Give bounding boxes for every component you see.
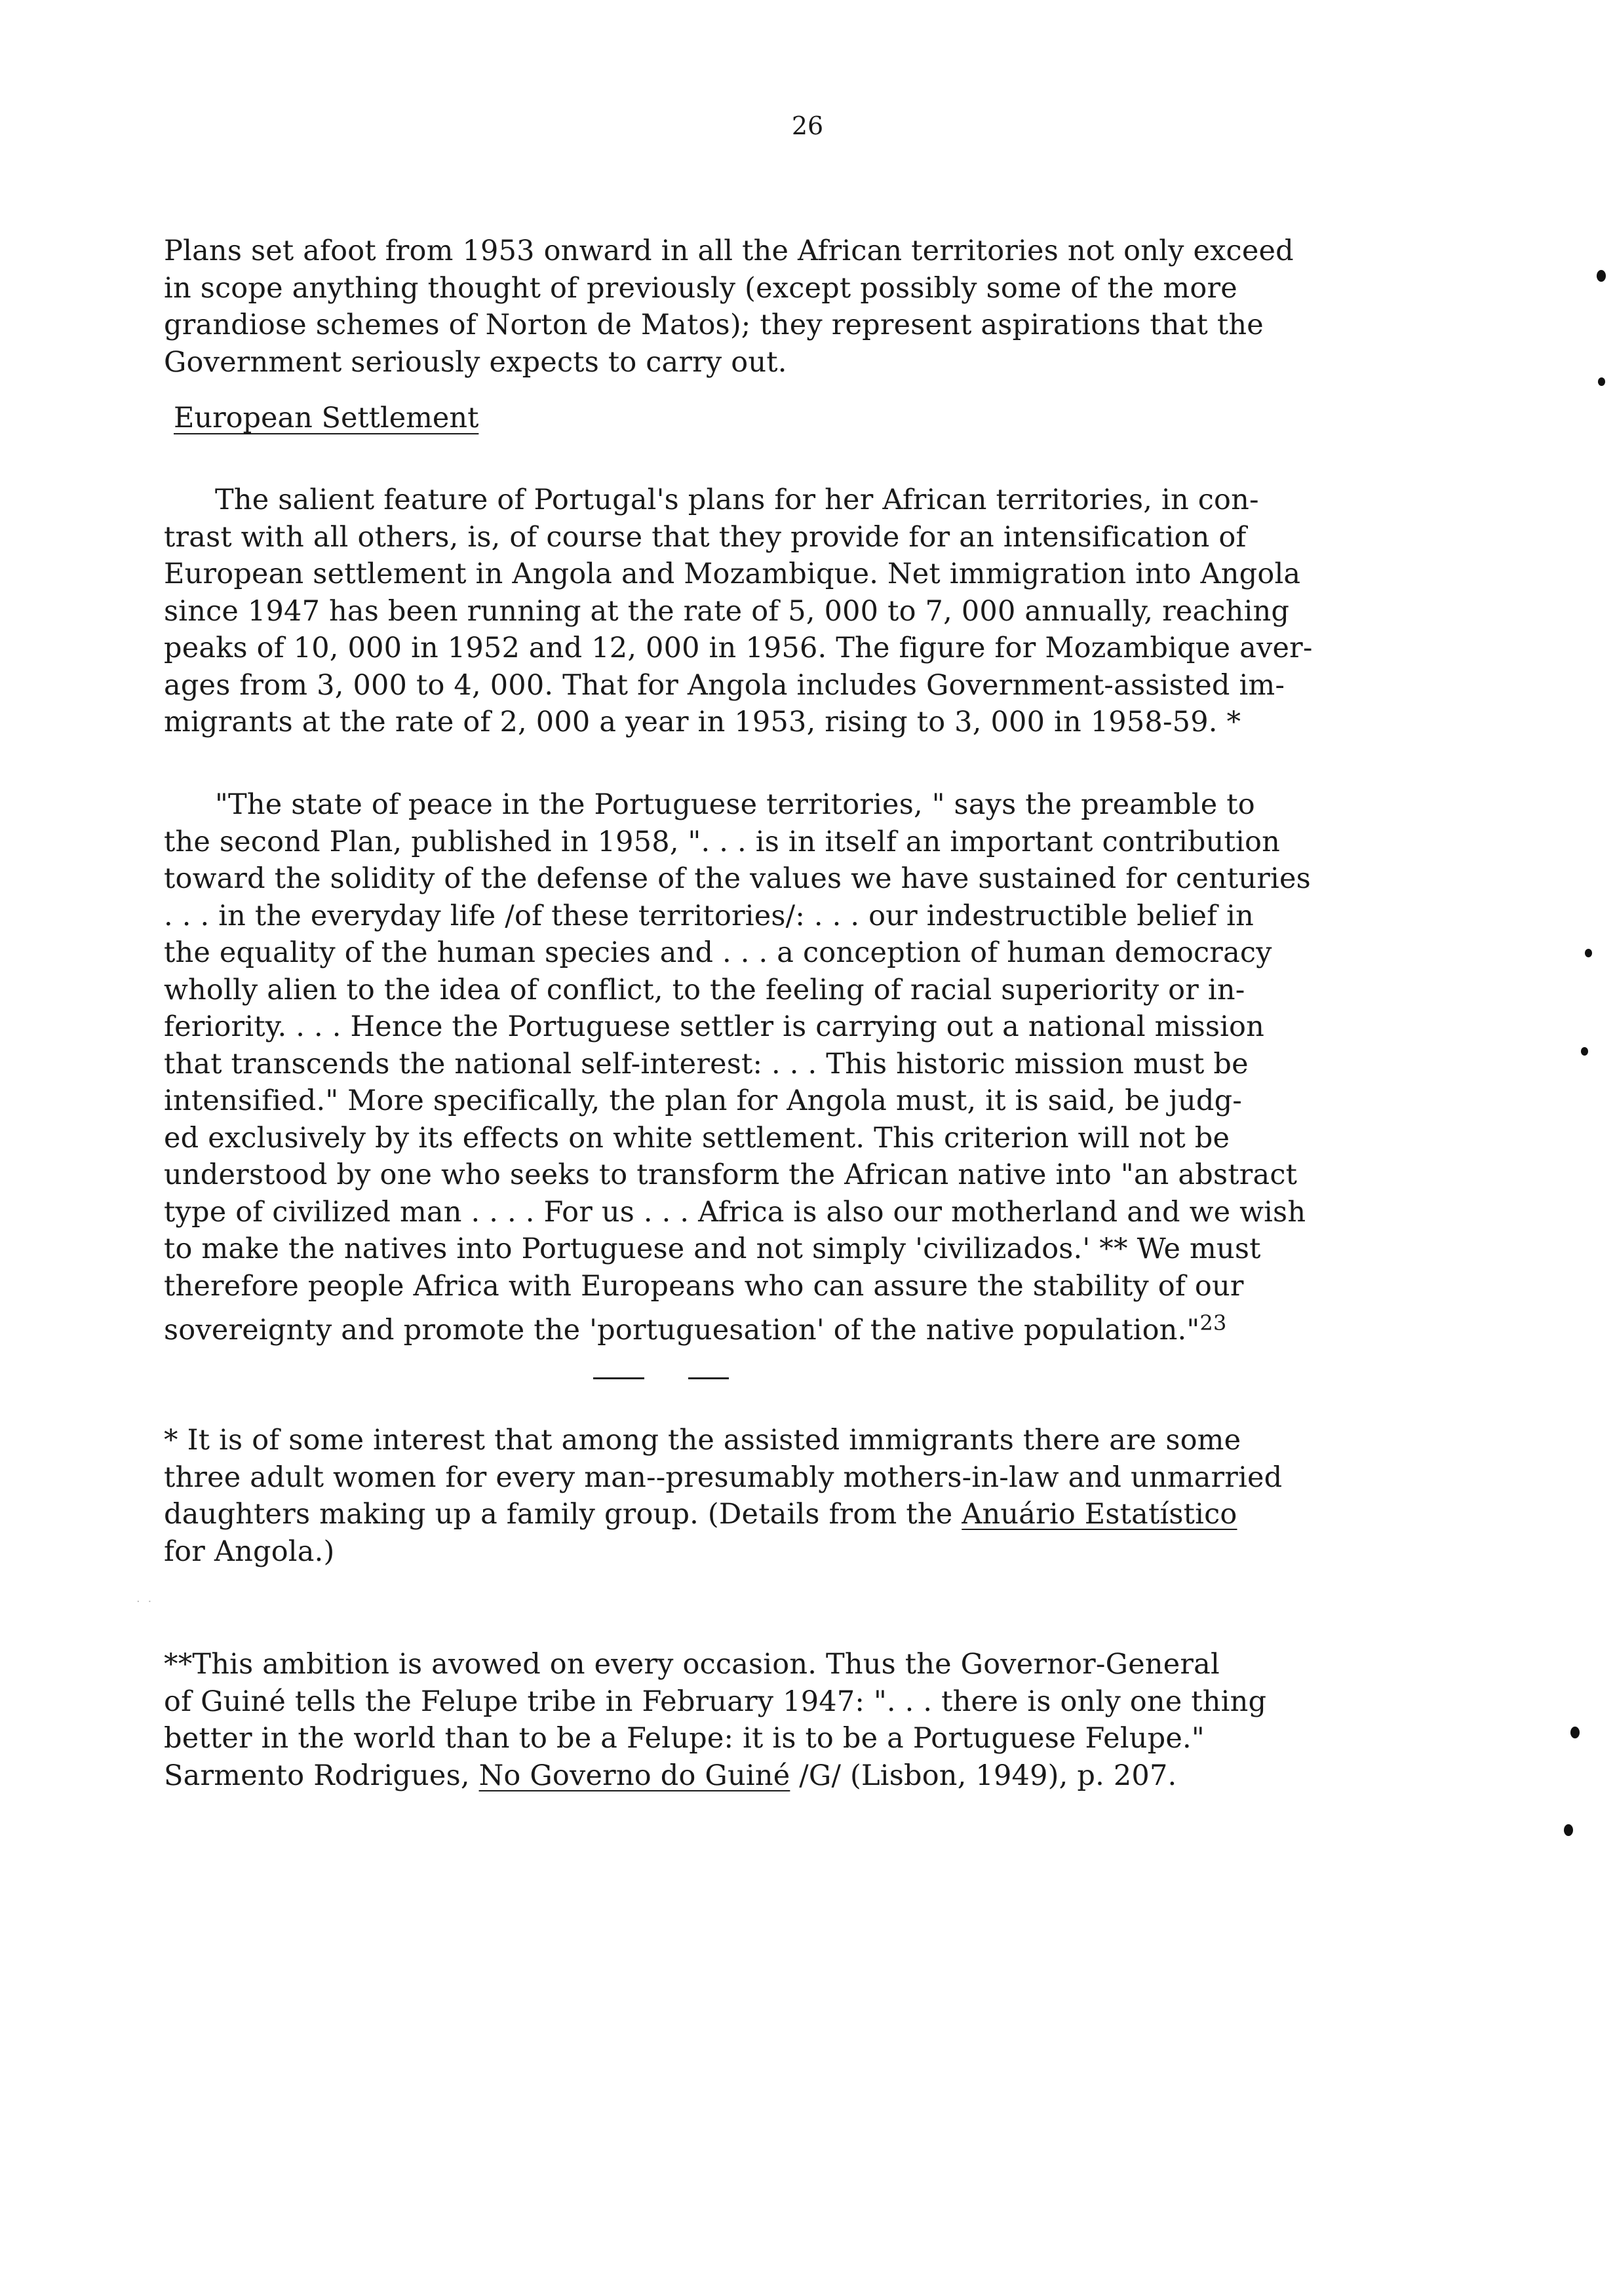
footnote-separator-left — [593, 1377, 644, 1379]
text-line: peaks of 10, 000 in 1952 and 12, 000 in 1956. The figure for Mozambique aver- — [164, 632, 1313, 664]
page-number: 26 — [791, 111, 824, 140]
text-line: therefore people Africa with Europeans who can assure the stability of our — [164, 1269, 1244, 1303]
paragraph-preamble-quote — [164, 786, 1337, 1349]
text-line-content: sovereignty and promote the 'portuguesation' of the native population." — [164, 1314, 1200, 1347]
text-line: since 1947 has been running at the rate of 5, 000 to 7, 000 annually, reaching — [164, 594, 1290, 628]
text-line: "The state of peace in the Portuguese territories, " says the preamble to — [215, 788, 1255, 821]
text-line: understood by one who seeks to transform the African native into "an abstract — [164, 1158, 1298, 1191]
text-line: to make the natives into Portuguese and not simply 'civilizados.' ** We must — [164, 1233, 1261, 1265]
intro-paragraph — [164, 233, 1337, 381]
text-line: wholly alien to the idea of conflict, to the feeling of racial superiority or in- — [164, 973, 1245, 1006]
margin-dot — [1598, 377, 1605, 386]
text-line: Plans set afoot from 1953 onward in all the African territories not only exceed — [164, 235, 1294, 267]
margin-dot — [1597, 270, 1606, 282]
text-line: in scope anything thought of previously (except possibly some of the more — [164, 271, 1237, 305]
text-line: toward the solidity of the defense of the values we have sustained for centuries — [164, 862, 1311, 895]
text-line: for Angola.) — [164, 1535, 335, 1568]
text-line: that transcends the national self-interest: . . . This historic mission must be — [164, 1047, 1249, 1081]
source-title: No Governo do Guiné — [478, 1759, 790, 1792]
margin-dot — [1564, 1824, 1573, 1836]
source-title: Anuário Estatístico — [962, 1498, 1237, 1531]
text-line: ed exclusively by its effects on white settlement. This criterion will not be — [164, 1121, 1230, 1155]
text-line — [164, 1496, 1337, 1533]
text-line: of Guiné tells the Felupe tribe in February 1947: ". . . there is only one thing — [164, 1685, 1267, 1718]
footnote-separator-right — [688, 1377, 729, 1379]
text-line: . . . in the everyday life /of these territories/: . . . our indestructible belief in — [164, 899, 1254, 932]
text-line: migrants at the rate of 2, 000 a year in 1953, rising to 3, 000 in 1958-59. * — [164, 706, 1241, 738]
text-line: the second Plan, published in 1958, ". . . is in itself an important contribution — [164, 825, 1280, 858]
text-line: * It is of some interest that among the assisted immigrants there are some — [164, 1424, 1241, 1457]
text-line: European settlement in Angola and Mozambique. Net immigration into Angola — [164, 558, 1301, 590]
text-line: the equality of the human species and . . . a conception of human democracy — [164, 936, 1272, 969]
text-line: grandiose schemes of Norton de Matos); they represent aspirations that the — [164, 309, 1264, 341]
footnote-assisted-immigrants — [164, 1422, 1337, 1570]
scan-smudge: · · — [136, 1595, 154, 1609]
text-line: Government seriously expects to carry out. — [164, 345, 787, 379]
margin-dot — [1585, 949, 1592, 957]
text-line: type of civilized man . . . . For us . . . Africa is also our motherland and we wish — [164, 1195, 1306, 1229]
citation-number: 23 — [1199, 1311, 1227, 1335]
margin-dot — [1581, 1047, 1588, 1056]
text-line-last — [164, 1305, 1337, 1349]
text-line: feriority. . . . Hence the Portuguese settler is carrying out a national mission — [164, 1010, 1265, 1043]
text-line: **This ambition is avowed on every occasion. Thus the Governor-General — [164, 1648, 1220, 1681]
text-line-content: daughters making up a family group. (Details from the — [164, 1498, 962, 1531]
text-line — [164, 1757, 1337, 1795]
paragraph-european-settlement — [164, 482, 1337, 741]
margin-dot — [1570, 1727, 1580, 1738]
section-heading: European Settlement — [174, 402, 479, 434]
footnote-felupe — [164, 1646, 1337, 1794]
text-line: better in the world than to be a Felupe: it is to be a Portuguese Felupe." — [164, 1722, 1205, 1755]
text-line: trast with all others, is, of course that they provide for an intensification of — [164, 520, 1247, 554]
text-line: The salient feature of Portugal's plans for her African territories, in con- — [215, 484, 1259, 516]
text-line: intensified." More specifically, the plan for Angola must, it is said, be judg- — [164, 1084, 1243, 1117]
source-details: /G/ (Lisbon, 1949), p. 207. — [790, 1759, 1177, 1792]
text-line: three adult women for every man--presumably mothers-in-law and unmarried — [164, 1461, 1283, 1494]
footnote-author: Sarmento Rodrigues, — [164, 1759, 479, 1792]
text-line: ages from 3, 000 to 4, 000. That for Angola includes Government-assisted im- — [164, 668, 1285, 702]
